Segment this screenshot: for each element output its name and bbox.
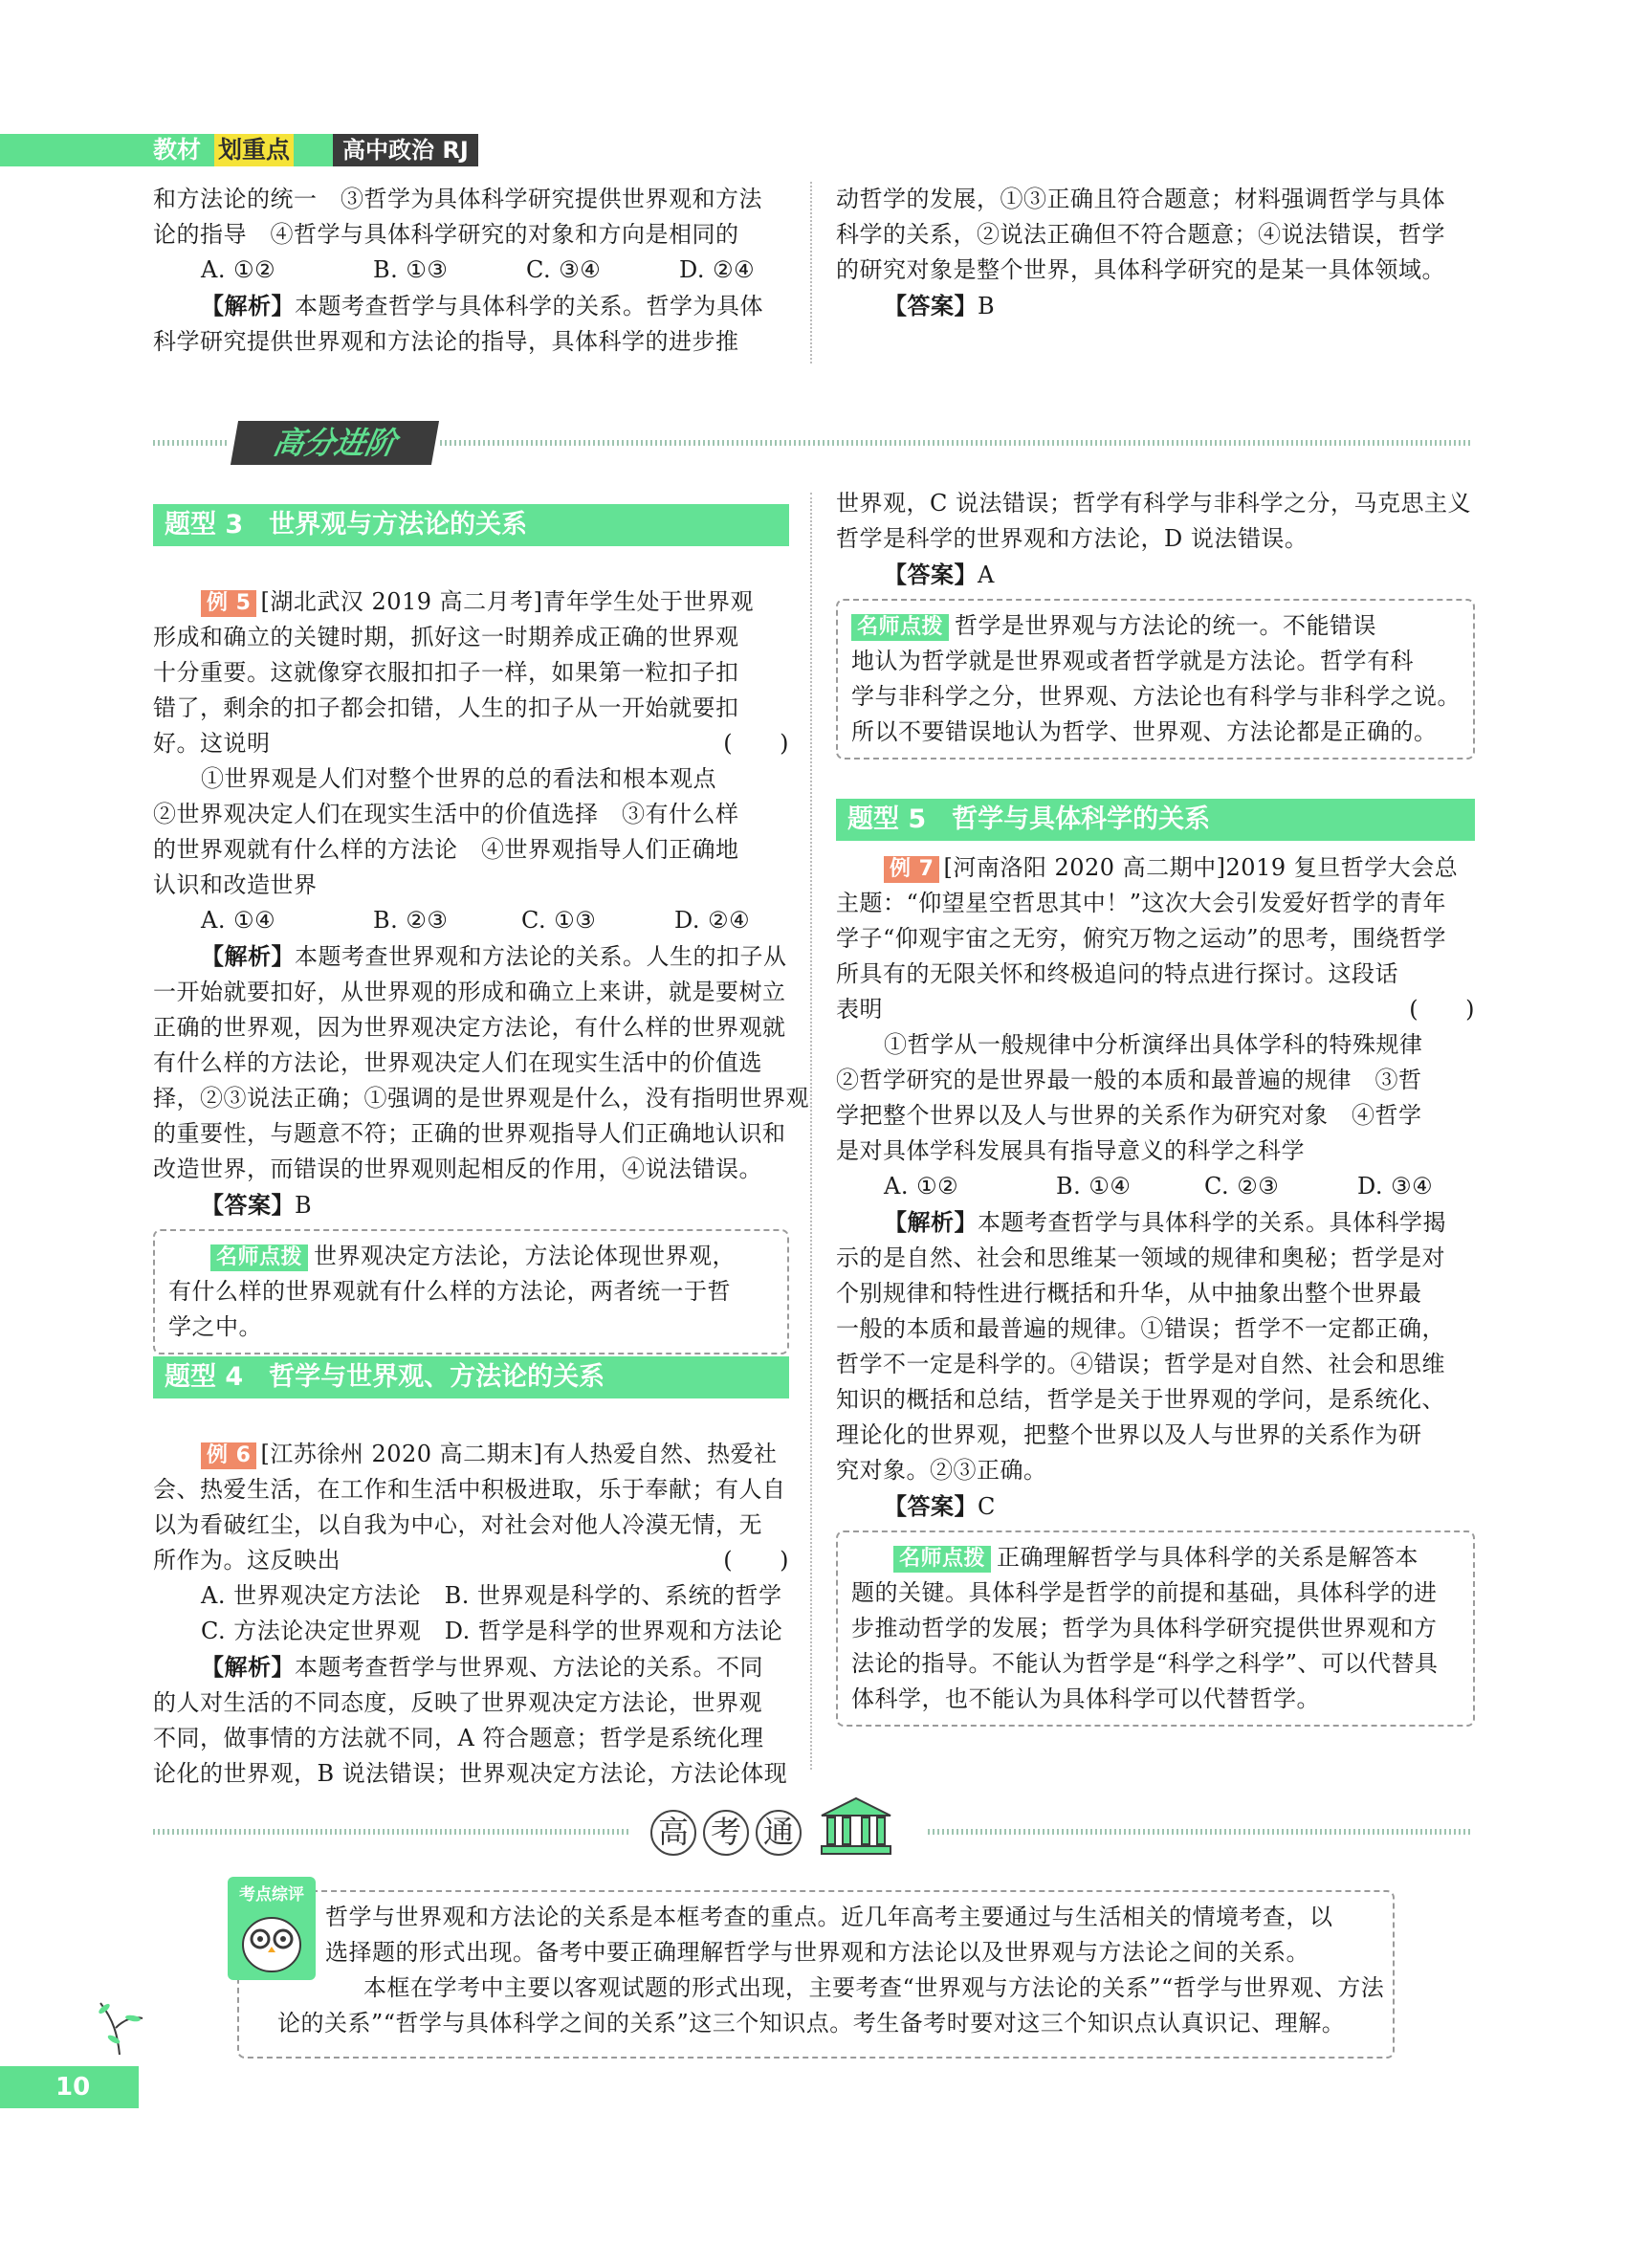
tip-line: 法论的指导。不能认为哲学是“科学之科学”、可以代替具 (851, 1650, 1439, 1677)
analysis-line: 择，②③说法正确；①强调的是世界观是什么，没有指明世界观 (153, 1085, 809, 1112)
teacher-tip-box (836, 599, 1475, 760)
analysis-text: 本题考查哲学与世界观、方法论的关系。不同 (295, 1654, 763, 1681)
review-line: 本框在学考中主要以客观试题的形式出现，主要考查“世界观与方法论的关系”“哲学与世界观、方法 (363, 1974, 1385, 2001)
analysis-line: 哲学不一定是科学的。④错误；哲学是对自然、社会和思维 (836, 1351, 1445, 1377)
option: D. ②④ (679, 256, 756, 283)
text-line: 动哲学的发展，①③正确且符合题意；材料强调哲学与具体 (836, 186, 1445, 212)
answer-bracket: ( ) (723, 730, 789, 757)
dotted-rule (440, 440, 1473, 446)
owl-label: 考点综评 (239, 1885, 304, 1905)
teacher-tip-box (836, 1530, 1475, 1727)
answer-bracket: ( ) (1409, 996, 1475, 1023)
question-line: 以为看破红尘，以自我为中心，对社会对他人冷漠无情，无 (153, 1511, 762, 1538)
analysis-line: 的人对生活的不同态度，反映了世界观决定方法论，世界观 (153, 1689, 762, 1716)
example-tag: 例 6 (201, 1442, 256, 1469)
banner-char: 通 (756, 1810, 802, 1856)
type4-title: 题型 4 哲学与世界观、方法论的关系 (153, 1356, 789, 1398)
question-text: 好。这说明 (153, 730, 271, 757)
teacher-tip-box (153, 1229, 789, 1354)
column-divider (810, 493, 812, 1770)
question-line (153, 726, 789, 761)
tip-tag: 名师点拨 (210, 1244, 308, 1271)
option: A. ①② (201, 256, 276, 283)
question-line (153, 1543, 789, 1578)
option: C. ②③ (1204, 1173, 1280, 1200)
review-line: 哲学与世界观和方法论的关系是本框考查的重点。近几年高考主要通过与生活相关的情境考查，以 (325, 1904, 1333, 1930)
question-text: [江苏徐州 2020 高二期末]有人热爱自然、热爱社 (260, 1441, 778, 1467)
question-line: 十分重要。这就像穿衣服扣扣子一样，如果第一粒扣子扣 (153, 659, 739, 686)
banner-char: 考 (703, 1810, 749, 1856)
tip-line (851, 608, 1460, 644)
answer-line (836, 557, 1475, 593)
analysis-line (153, 938, 789, 975)
question-line: 会、热爱生活，在工作和生活中积极进取，乐于奉献；有人自 (153, 1476, 786, 1503)
owl-badge (228, 1877, 316, 1980)
item-line: 学把整个世界以及人与世界的关系作为研究对象 ④哲学 (836, 1102, 1422, 1129)
tip-line: 所以不要错误地认为哲学、世界观、方法论都是正确的。 (851, 718, 1438, 745)
option: C. ①③ (521, 907, 597, 934)
text-line: 和方法论的统一 ③哲学为具体科学研究提供世界观和方法 (153, 186, 762, 212)
analysis-text: 本题考查哲学与具体科学的关系。具体科学揭 (978, 1209, 1446, 1236)
item-line: 的世界观就有什么样的方法论 ④世界观指导人们正确地 (153, 836, 739, 863)
option: B. ②③ (373, 907, 449, 934)
tip-line: 体科学，也不能认为具体科学可以代替哲学。 (851, 1685, 1320, 1712)
temple-icon (818, 1795, 894, 1856)
option: B. ①③ (373, 256, 449, 283)
header-brand-a: 教材 (153, 136, 202, 164)
exam-review-box (237, 1890, 1395, 2059)
tip-line: 学之中。 (168, 1313, 262, 1340)
question-line: 形成和确立的关键时期，抓好这一时期养成正确的世界观 (153, 624, 739, 650)
page-number: 10 (0, 2066, 139, 2108)
text-line: 世界观，C 说法错误；哲学有科学与非科学之分，马克思主义 (836, 490, 1471, 517)
options-row (153, 903, 789, 938)
question-line: 学子“仰观宇宙之无穷，俯究万物之运动”的思考，围绕哲学 (836, 925, 1447, 952)
question-line: 错了，剩余的扣子都会扣错，人生的扣子从一开始就要扣 (153, 694, 739, 721)
option: C. ③④ (526, 256, 602, 283)
analysis-line: 一开始就要扣好，从世界观的形成和确立上来讲，就是要树立 (153, 979, 786, 1005)
text-line: 论的指导 ④哲学与具体科学研究的对象和方向是相同的 (153, 221, 739, 248)
option-line: A. 世界观决定方法论 B. 世界观是科学的、系统的哲学 (201, 1582, 782, 1609)
question-line (836, 992, 1475, 1027)
tip-text: 世界观决定方法论，方法论体现世界观， (314, 1243, 737, 1269)
option: D. ②④ (674, 907, 751, 934)
analysis-line: 有什么样的方法论，世界观决定人们在现实生活中的价值选 (153, 1049, 762, 1076)
text-line: 的研究对象是整个世界，具体科学研究的是某一具体领域。 (836, 256, 1445, 283)
answer-tag: 【答案】 (884, 1492, 978, 1520)
question-line (836, 850, 1475, 886)
option-line: C. 方法论决定世界观 D. 哲学是科学的世界观和方法论 (201, 1618, 783, 1644)
question-text: [湖北武汉 2019 高二月考]青年学生处于世界观 (260, 588, 755, 615)
options-row (836, 1169, 1475, 1204)
analysis-line: 知识的概括和总结，哲学是关于世界观的学问，是系统化、 (836, 1386, 1445, 1413)
answer-line (836, 1488, 1475, 1525)
analysis-tag: 【解析】 (201, 292, 295, 319)
tip-line (851, 1540, 1460, 1575)
answer-line (153, 1187, 789, 1223)
banner-char: 高 (650, 1810, 696, 1856)
item-line: 是对具体学科发展具有指导意义的科学之科学 (836, 1137, 1305, 1164)
analysis-line (836, 1204, 1475, 1241)
analysis-text: 本题考查哲学与具体科学的关系。哲学为具体 (295, 293, 763, 319)
analysis-line: 的重要性，与题意不符；正确的世界观指导人们正确地认识和 (153, 1120, 786, 1147)
analysis-line: 究对象。②③正确。 (836, 1457, 1047, 1484)
type3-block (153, 504, 809, 1354)
analysis-tag: 【解析】 (884, 1208, 978, 1236)
option: B. ①④ (1056, 1173, 1132, 1200)
review-line: 论的关系”“哲学与具体科学之间的关系”这三个知识点。考生备考时要对这三个知识点认真识记、理解。 (277, 2010, 1346, 2037)
top-left-block (153, 182, 789, 360)
item-line: ①哲学从一般规律中分析演绎出具体学科的特殊规律 (884, 1031, 1423, 1058)
answer-tag: 【答案】 (884, 561, 978, 588)
item-line: ②哲学研究的是世界最一般的本质和最普遍的规律 ③哲 (836, 1067, 1422, 1093)
tip-line: 有什么样的世界观就有什么样的方法论，两者统一于哲 (168, 1278, 731, 1305)
header-subject: 高中政治 RJ (333, 134, 478, 166)
tip-text: 正确理解哲学与具体科学的关系是解答本 (997, 1544, 1419, 1571)
example-tag: 例 7 (884, 856, 939, 883)
answer-value: B (295, 1192, 313, 1219)
question-text: 所作为。这反映出 (153, 1547, 341, 1574)
answer-value: A (978, 561, 995, 588)
analysis-tag: 【解析】 (201, 942, 295, 970)
analysis-line: 理论化的世界观，把整个世界以及人与世界的关系作为研 (836, 1421, 1422, 1448)
analysis-line: 改造世界，而错误的世界观则起相反的作用，④说法错误。 (153, 1156, 762, 1182)
analysis-line: 个别规律和特性进行概括和升华，从中抽象出整个世界最 (836, 1280, 1422, 1307)
item-line: ①世界观是人们对整个世界的总的看法和根本观点 (201, 765, 716, 792)
analysis-line: 一般的本质和最普遍的规律。①错误；哲学不一定都正确， (836, 1315, 1445, 1342)
item-line: 认识和改造世界 (153, 871, 318, 898)
dotted-rule (153, 440, 230, 446)
analysis-line: 科学研究提供世界观和方法论的指导，具体科学的进步推 (153, 328, 739, 355)
plant-decoration-icon (91, 1990, 148, 2057)
answer-bracket: ( ) (723, 1547, 789, 1574)
analysis-line: 不同，做事情的方法就不同，A 符合题意；哲学是系统化理 (153, 1725, 764, 1751)
answer-tag: 【答案】 (884, 292, 978, 319)
question-text: 表明 (836, 996, 883, 1023)
section-banner: 高分进阶 (231, 421, 439, 465)
option: D. ③④ (1357, 1173, 1434, 1200)
option: A. ①② (884, 1173, 959, 1200)
tip-text: 哲学是世界观与方法论的统一。不能错误 (955, 612, 1377, 639)
header-brand-b: 划重点 (214, 134, 294, 166)
tip-line: 步推动哲学的发展；哲学为具体科学研究提供世界观和方 (851, 1615, 1438, 1641)
answer-line (836, 288, 1475, 324)
column-divider (810, 182, 812, 363)
question-line (153, 584, 789, 620)
owl-icon (228, 1905, 316, 1977)
text-line: 哲学是科学的世界观和方法论，D 说法错误。 (836, 525, 1308, 552)
answer-tag: 【答案】 (201, 1191, 295, 1219)
analysis-line: 正确的世界观，因为世界观决定方法论，有什么样的世界观就 (153, 1014, 786, 1041)
analysis-line (153, 1649, 789, 1685)
analysis-line (153, 288, 789, 324)
analysis-text: 本题考查世界观和方法论的关系。人生的扣子从 (295, 943, 787, 970)
analysis-line: 论化的世界观，B 说法错误；世界观决定方法论，方法论体现 (153, 1760, 788, 1787)
type4-cont-block (836, 486, 1475, 760)
tip-line (168, 1239, 774, 1274)
tip-line: 学与非科学之分，世界观、方法论也有科学与非科学之说。 (851, 683, 1461, 710)
tip-line: 题的关键。具体科学是哲学的前提和基础，具体科学的进 (851, 1579, 1438, 1606)
dotted-rule (153, 1829, 631, 1835)
answer-value: C (978, 1493, 996, 1520)
dotted-rule (928, 1829, 1473, 1835)
question-text: [河南洛阳 2020 高二期中]2019 复旦哲学大会总 (943, 854, 1459, 881)
question-line: 所具有的无限关怀和终极追问的特点进行探讨。这段话 (836, 960, 1398, 987)
analysis-line: 示的是自然、社会和思维某一领域的规律和奥秘；哲学是对 (836, 1244, 1445, 1271)
tip-line: 地认为哲学就是世界观或者哲学就是方法论。哲学有科 (851, 648, 1414, 674)
review-line: 选择题的形式出现。备考中要正确理解哲学与世界观和方法论以及世界观与方法论之间的关系。 (325, 1939, 1309, 1966)
analysis-tag: 【解析】 (201, 1653, 295, 1681)
type3-title: 题型 3 世界观与方法论的关系 (153, 504, 789, 546)
question-line: 主题：“仰望星空哲思其中！”这次大会引发爱好哲学的青年 (836, 890, 1447, 916)
top-right-block (836, 182, 1475, 324)
type5-block (836, 799, 1475, 1727)
example-tag: 例 5 (201, 590, 256, 617)
answer-value: B (978, 293, 996, 319)
option: A. ①④ (201, 907, 276, 934)
options-row (153, 253, 789, 288)
text-line: 科学的关系，②说法正确但不符合题意；④说法错误，哲学 (836, 221, 1445, 248)
item-line: ②世界观决定人们在现实生活中的价值选择 ③有什么样 (153, 801, 739, 827)
question-line (153, 1437, 789, 1472)
type5-title: 题型 5 哲学与具体科学的关系 (836, 799, 1475, 841)
tip-tag: 名师点拨 (893, 1546, 991, 1573)
type4-block (153, 1356, 789, 1792)
tip-tag: 名师点拨 (851, 614, 949, 641)
